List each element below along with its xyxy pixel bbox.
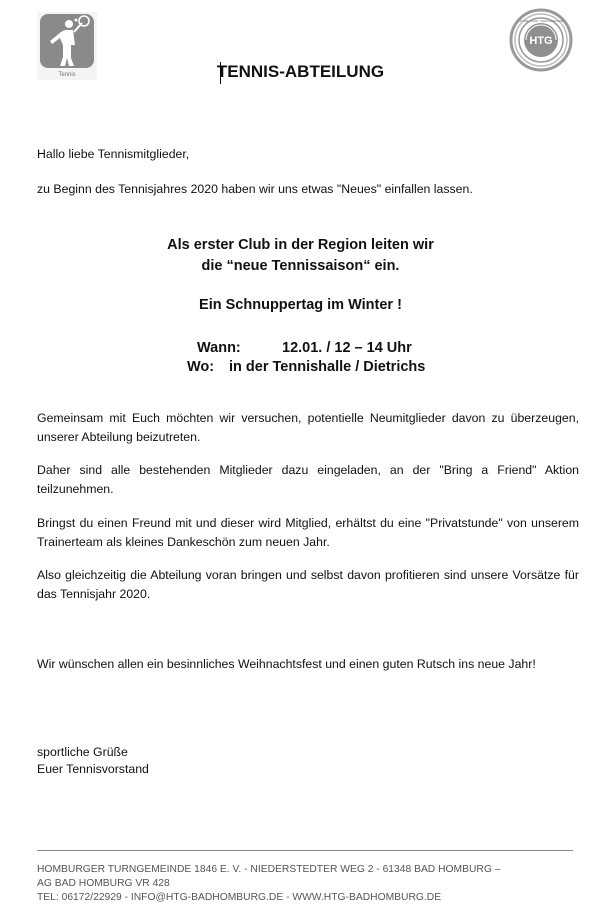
paragraph-1: Gemeinsam mit Euch möchten wir versuchen, potentielle Neumitglieder davon zu überzeugen, unserer Abteilung beizutreten. [37,411,579,444]
headline-line-3: Ein Schnuppertag im Winter ! [199,297,402,313]
where-label: Wo: [187,359,215,375]
paragraph-4: Also gleichzeitig die Abteilung voran bringen und selbst davon profitieren sind unsere Vorsätze für das Tennisjahr 2020. [37,568,579,601]
page-title: TENNIS-ABTEILUNG [216,62,385,81]
greeting: Hallo liebe Tennismitglieder, [37,147,190,161]
footer-divider [37,850,573,851]
footer [37,863,500,905]
when-label: Wann: [197,340,241,356]
footer-address: HOMBURGER TURNGEMEINDE 1846 E. V. - NIEDERSTEDTER WEG 2 - 61348 BAD HOMBURG – [37,864,501,875]
intro-text: zu Beginn des Tennisjahres 2020 haben wir uns etwas "Neues" einfallen lassen. [37,182,473,196]
logo-caption: Tennis [58,72,76,78]
headline-line-2: die “neue Tennissaison“ ein. [201,258,400,274]
logo-ring-text: HOMBURGER TURNGEMEINDE [518,19,564,23]
when-value: 12.01. / 12 – 14 Uhr [282,340,412,356]
footer-contact: TEL: 06172/22929 - INFO@HTG-BADHOMBURG.DE - WWW.HTG-BADHOMBURG.DE [37,892,442,903]
paragraph-3: Bringst du einen Freund mit und dieser wird Mitglied, erhältst du eine "Privatstunde" von unserem Trainerteam als kleines Dankeschön zum neuen Jahr. [37,516,579,549]
logo-initials: HTG [529,35,553,47]
wishes-text: Wir wünschen allen ein besinnliches Weihnachtsfest und einen guten Rutsch ins neue Jahr! [37,657,536,671]
footer-register: AG BAD HOMBURG VR 428 [37,878,170,889]
where-value: in der Tennishalle / Dietrichs [229,359,426,375]
signature-line-1: sportliche Grüße [37,745,128,759]
paragraph-2: Daher sind alle bestehenden Mitglieder dazu eingeladen, an der "Bring a Friend" Aktion teilzunehmen. [37,463,579,496]
signature-line-2: Euer Tennisvorstand [37,762,149,776]
headline-line-1: Als erster Club in der Region leiten wir [167,237,434,253]
tennis-player-icon [40,14,94,68]
